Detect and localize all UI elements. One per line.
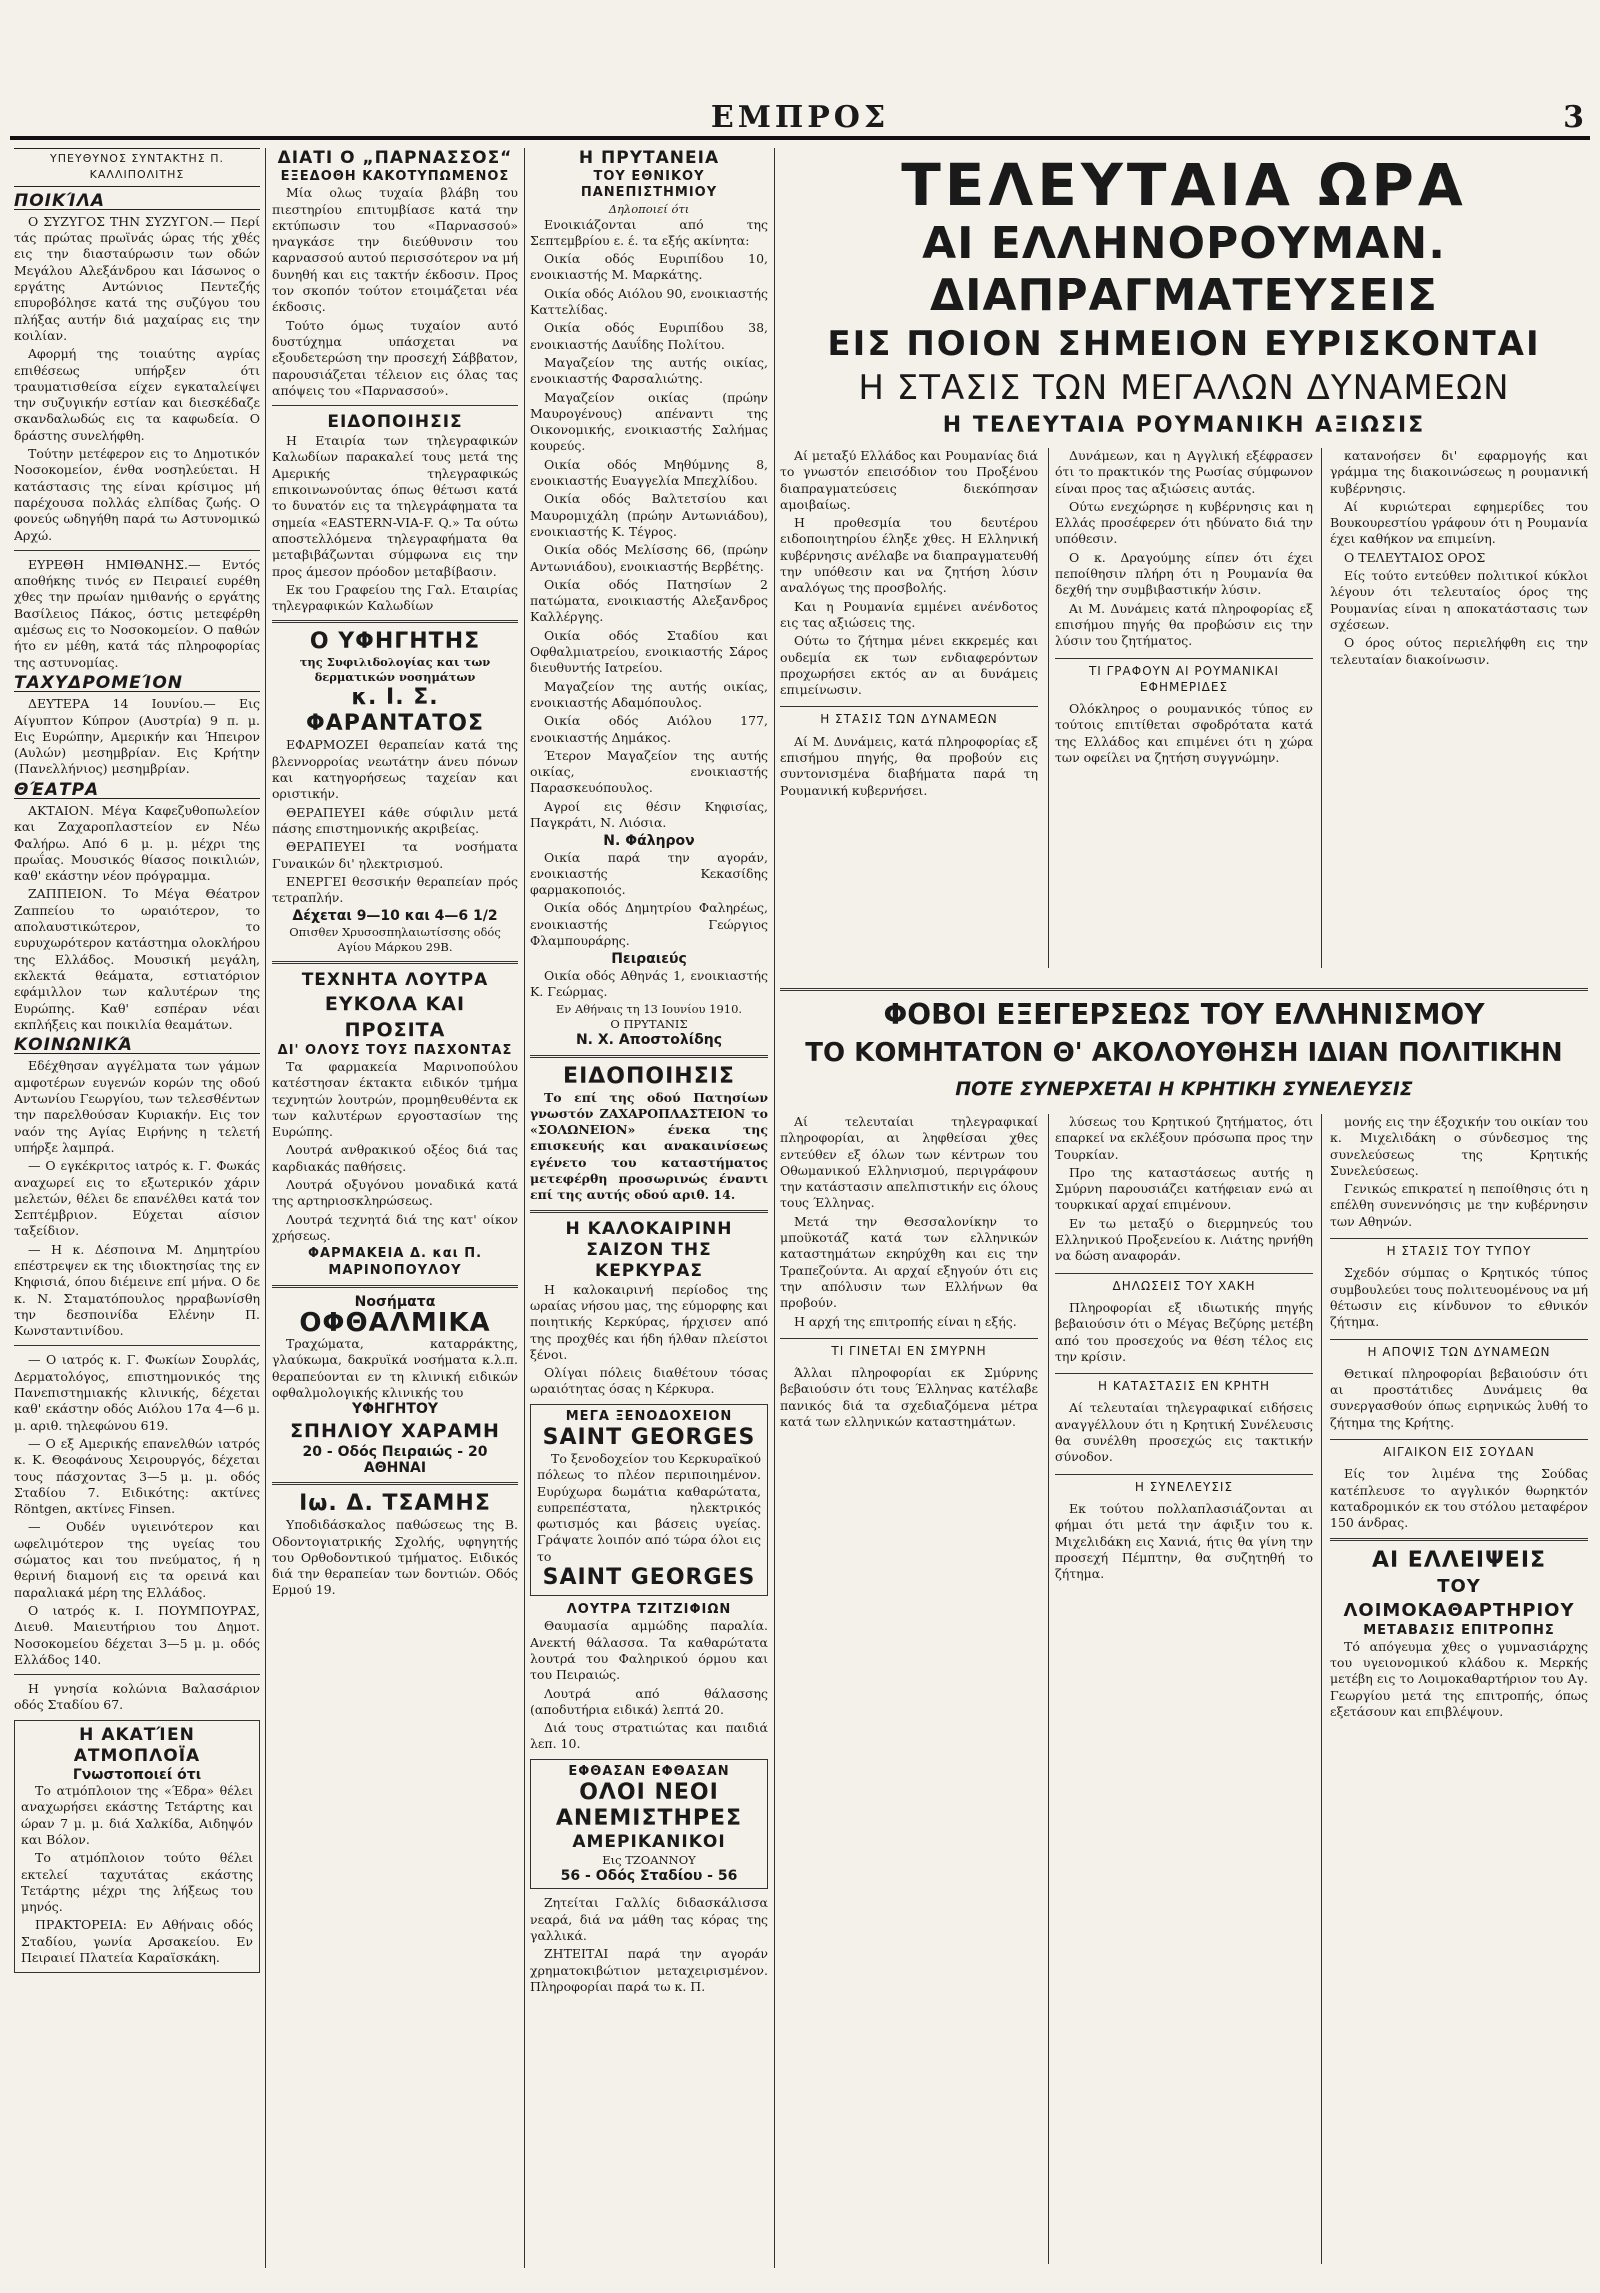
listing-item: Οικία οδός Αθηνάς 1, ενοικιαστής Κ. Γεώρμας.	[530, 967, 768, 999]
fans-subtitle: ΑΜΕΡΙΚΑΝΙΚΟΙ	[572, 1832, 726, 1853]
baths2-body	[530, 1618, 768, 1752]
column-divider	[265, 148, 266, 2268]
article-paragraph: Αί τελευταίαι τηλεγραφικαί πληροφορίαι, αι ληφθείσαι χθες εντεύθεν εξ όλων των κέντρων του Οθωμανικού Ελληνισμού, περιγράφουν την κατάστασιν απελπιστικήν εις όλους τους Έλληνας.	[780, 1114, 1038, 1211]
cable-notice-body	[272, 433, 518, 614]
university-listings	[530, 217, 768, 832]
article-paragraph: Ούτω ενεχώρησε η κυβέρνησις και η Ελλάς προσέφερεν ότι ηδύνατο διά την υπόθεσιν.	[1055, 498, 1313, 547]
hotel-body: Το ξενοδοχείον του Κερκυραϊκού πόλεως το πλέον περιποιημένον. Ευρύχωρα δωμάτια καθαρώτατα, ευπρεπέστατα, ηλεκτρικός φωτισμός και βάσεις υγείας. Γράψατε λοιπόν από τώρα όλοι εις το	[537, 1451, 761, 1564]
article-paragraph: Είς τούτο εντεύθεν πολιτικοί κύκλοι λέγουν ότι τελευταίος όρος της Ρουμανίας είναι η αποκατάστασις των σχέσεων.	[1330, 568, 1588, 632]
headline-point: ΕΙΣ ΠΟΙΟΝ ΣΗΜΕΙΟΝ ΕΥΡΙΣΚΟΝΤΑΙ	[827, 324, 1541, 364]
article-paragraph: Ούτω το ζήτημα μένει εκκρεμές και ουδεμία εκ των ενδιαφερόντων προχωρήσει εκτός αν αι δυνάμεις επιμείνωσιν.	[780, 633, 1038, 698]
column-divider	[1321, 1114, 1322, 2264]
romanian-press-subhead: ΤΙ ΓΡΑΦΟΥΝ ΑΙ ΡΟΥΜΑΝΙΚΑΙ ΕΦΗΜΕΡΙΔΕΣ	[1055, 658, 1313, 696]
eye-label: Νοσήματα	[354, 1293, 436, 1310]
news-paragraph: — Ουδέν υγιεινότερον και ωφελιμότερον της υγείας του σώματος και του πνεύματος, ή η θερινή διαμονή εις τα ορεινά και παραλιακά μέρη της Ελλάδος.	[14, 1519, 260, 1600]
crete-body: Αί τελευταίαι τηλεγραφικαί ειδήσεις αναγγέλλουν ότι η Κρητική Συνέλευσις θα συνέλθη προσεχώς εις τακτικήν σύνοδον.	[1055, 1400, 1313, 1465]
lazaretto-title: ΑΙ ΕΛΛΕΙΨΕΙΣ	[1371, 1547, 1547, 1573]
listing-item: Οικία οδός Σταδίου και Οφθαλμιατρείου, ενοικιαστής Σάρος διευθυντής Ιατρείου.	[530, 627, 768, 676]
powers-view-subhead: Η ΑΠΟΨΙΣ ΤΩΝ ΔΥΝΑΜΕΩΝ	[1330, 1339, 1588, 1360]
article-paragraph: Αί μεταξύ Ελλάδος και Ρουμανίας διά το γνωστόν επεισόδιον του Προξένου διαπραγματεύσεις διεκόπησαν αμοιβαίως.	[780, 448, 1038, 512]
baths-subtitle-2: ΔΙ' ΟΛΟΥΣ ΤΟΥΣ ΠΑΣΧΟΝΤΑΣ	[277, 1042, 513, 1058]
hakki-subhead: ΔΗΛΩΣΕΙΣ ΤΟΥ ΧΑΚΗ	[1055, 1273, 1313, 1294]
top-article-col-2	[1055, 448, 1313, 968]
cable-notice-paragraph: Η Εταιρία των τηλεγραφικών Καλωδίων παρακαλεί τους μετά της Αμερικής τηλεγραφικώς επικοινωνούντας όπως θέτωσι κατά το δυνατόν εις τα τηλεγράφηματα τα σημεία «EASTERN-VIA-F. Q.» Τα ούτω αποστελλόμενα τηλεγραφήματα θα μεταβιβάζωνται σύμφωνα εις την προς άμεσον πρόοδον μεταβίβασιν.	[272, 433, 518, 579]
headline-demand: Η ΤΕΛΕΥΤΑΙΑ ΡΟΥΜΑΝΙΚΗ ΑΞΙΩΣΙΣ	[942, 413, 1426, 438]
column-2	[272, 148, 518, 2268]
corfu-title: Η ΚΑΛΟΚΑΙΡΙΝΗ	[565, 1218, 733, 1239]
article-paragraph: λύσεως του Κρητικού ζητήματος, ότι επαρκεί να εκλέξουν πρόσωπα προς την Τουρκίαν.	[1055, 1114, 1313, 1162]
parnassos-paragraph: Μία ολως τυχαία βλάβη του πιεστηρίου επιτυμβίασε κατά την εκτύπωσιν του «Παρνασσού» ηναγκάσε την διεύθυνσιν του καρνασσού αυτού περισσότερον να μή δυνηθή και εις τακτήν έκδοσιν. Προς τον σκοπόν τούτον ετοιμάζεται νέα έκδοσις.	[272, 185, 518, 315]
eye-doctor-title: ΥΦΗΓΗΤΟΥ	[352, 1401, 438, 1418]
fans-label: ΕΦΘΑΣΑΝ ΕΦΘΑΣΑΝ	[568, 1763, 730, 1779]
news-paragraph: — Η κ. Δέσποινα Μ. Δημητρίου επέστρεψεν εκ της ιδιοκτησίας της εν Κηφισιά, όπου διέμεινε επί μήνα. Ο δε κ. Ν. Σταματόπουλος ηρραβωνίσθη την δεσποινίδα Ελένην Π. Κωνσταντινίδου.	[14, 1241, 260, 1339]
news-paragraph: — Ο ιατρός κ. Γ. Φωκίων Σουρλάς, Δερματολόγος, επιστημονικός της Πανεπιστημιακής κλινικής, δέχεται καθ' εκάστην οδός Αιόλου 17α 4—6 μ. μ. αριθ. τηλεφώνου 619.	[14, 1352, 260, 1433]
column-divider	[524, 148, 525, 2268]
article-paragraph: Αι Μ. Δυνάμεις κατά πληροφορίας εξ επισήμου πηγής θα προβώσιν εις την λύσιν του ζητήματος.	[1055, 600, 1313, 649]
hotel-name: SAINT GEORGES	[542, 1425, 756, 1450]
steamship-paragraph: Το ατμόπλοιον της «Έδρα» θέλει αναχωρήσει εκάστης Τετάρτης και ώραν 7 μ. μ. διά Χαλκίδα, Αιδηψόν και Βόλον.	[21, 1783, 253, 1847]
news-paragraph: Εδέχθησαν αγγέλματα των γάμων αμφοτέρων ευγενών κορών της οδού Αντωνίου Γεωργίου, των τελεσθέντων την παρελθούσαν Κυριακήν. Εις τον ναόν της Αγίας Ειρήνης η τελετή υπήρξε λαμπρά.	[14, 1058, 260, 1155]
fans-ad	[530, 1759, 768, 1890]
news-paragraph: Ο ιατρός κ. Ι. ΠΟΥΜΠΟΥΡΑΣ, Διευθ. Μαιευτήριου του Δημοτ. Νοσοκομείου δέχεται 3—5 μ. μ. οδός Ελλάδος 140.	[14, 1602, 260, 1667]
hotel-name-2: SAINT GEORGES	[542, 1565, 756, 1591]
baths-subtitle: ΕΥΚΟΛΑ ΚΑΙ ΠΡΟΣΙΤΑ	[324, 992, 466, 1041]
column-divider	[1048, 448, 1049, 968]
assembly-subhead: Η ΣΥΝΕΛΕΥΣΙΣ	[1055, 1474, 1313, 1495]
parnassos-subtitle: ΕΞΕΔΟΘΗ ΚΑΚΟΤΥΠΩΜΕΝΟΣ	[280, 169, 510, 184]
divider	[14, 550, 260, 551]
article-paragraph: Ο ΤΕΛΕΥΤΑΙΟΣ ΟΡΟΣ	[1344, 549, 1486, 565]
small-ads	[530, 1895, 768, 1995]
university-place-2: Πειραιεύς	[611, 951, 687, 968]
solon-notice-title: ΕΙΔΟΠΟΙΗΣΙΣ	[563, 1063, 735, 1089]
listing-item: Οικία οδός Ευριπίδου 10, ενοικιαστής Μ. Μαρκάτης.	[530, 251, 768, 283]
divider	[272, 620, 518, 623]
university-intro: Δηλοποιεί ότι	[608, 201, 690, 216]
listing-item: Οικία οδός Ευριπίδου 38, ενοικιαστής Δαυΐδης Πολίτου.	[530, 320, 768, 352]
top-article	[780, 448, 1588, 968]
bottom-article-col-3-text	[1330, 1114, 1588, 1230]
eye-city: ΑΘΗΝΑΙ	[363, 1459, 427, 1476]
masthead	[10, 100, 1590, 142]
divider	[272, 961, 518, 964]
news-paragraph: Η γνησία κολώνια Βαλασάριον οδός Σταδίου 67.	[14, 1681, 260, 1713]
souda-subhead: ΑΙΓΑΙΚΟΝ ΕΙΣ ΣΟΥΔΑΝ	[1330, 1439, 1588, 1460]
bottom-article	[780, 1114, 1588, 2264]
parnassos-paragraph: Τούτο όμως τυχαίον αυτό δυστύχημα υπάσχεται να εξουδετερώση την προσεχή Σάββατον, παρουσιάζεται τέλειον εις όλας τας απόψεις του «Παρνασσού».	[272, 317, 518, 398]
news-paragraph: ΑΚΤΑΙΟΝ. Μέγα Καφεζυθοπωλείον και Ζαχαροπλαστείον εν Νέω Φαλήρω. Από 6 μ. μ. μέχρι της πρωΐας. Μουσικός θίασος ποικιλιών, καθ' εκάστην νέον πρόγραμμα.	[14, 802, 260, 884]
right-section	[780, 148, 1588, 2268]
news-paragraph: Ο ΣΥΖΥΓΟΣ ΤΗΝ ΣΥΖΥΓΟΝ.— Περί τάς πρώτας πρωϊνάς ώρας τής χθές εις την διασταύρωσιν των οδών Μεγάλου Αλεξάνδρου και Ιάσωνος ο εργάτης Αντώνιος Πεντεζής επυροβόλησε κατά της συζύγου του πλήξας αυτήν διά μαχαίρας εις την κοιλίαν.	[14, 213, 260, 343]
steamship-notice	[14, 1720, 260, 1974]
lecturer-paragraph: ΘΕΡΑΠΕΥΕΙ τα νοσήματα Γυναικών δι' ηλεκτρισμού.	[272, 839, 518, 871]
headline-last-hour: ΤΕΛΕΥΤΑΙΑ ΩΡΑ	[901, 151, 1467, 219]
column-divider	[1321, 448, 1322, 968]
top-article-col-2-text	[1055, 448, 1313, 650]
lecturer-address: Οπισθεν Χρυσοσπηλαιωτίσσης οδός Αγίου Μάρκου 29Β.	[289, 924, 501, 954]
divider	[14, 1674, 260, 1675]
headline-fears: ΦΟΒΟΙ ΕΞΕΓΕΡΣΕΩΣ ΤΟΥ ΕΛΛΗΝΙΣΜΟΥ	[780, 988, 1588, 1033]
bottom-article-col-1	[780, 1114, 1038, 2264]
headline-negotiations: ΑΙ ΕΛΛΗΝΟΡΟΥΜΑΝ. ΔΙΑΠΡΑΓΜΑΤΕΥΣΕΙΣ	[922, 218, 1446, 321]
divider	[272, 1285, 518, 1288]
corfu-paragraph: Ολίγαι πόλεις διαθέτουν τόσας ωραιότητας όσας η Κέρκυρα.	[530, 1365, 768, 1397]
section-heading: ΤΑΧΥΔΡΟΜΕΊΟΝ	[14, 675, 260, 692]
smyrna-body: Άλλαι πληροφορίαι εκ Σμύρνης βεβαιούσιν ότι τους Έλληνας κατέλαβε πανικός διά τα σχεδιαζόμενα μέτρα κατά των ελληνικών καταστημάτων.	[780, 1365, 1038, 1430]
eye-doctor-name: ΣΠΗΛΙΟΥ ΧΑΡΑΜΗ	[290, 1419, 500, 1442]
article-paragraph: Η προθεσμία του δευτέρου ειδοποιητηρίου έληξε χθες. Η Ελληνική κυβέρνησις ανέλαβε να διαπραγματευθή την υπόθεσιν και να ζητήση λύσιν αναλόγως της προσβολής.	[780, 515, 1038, 596]
baths-paragraph: Λουτρά ανθρακικού οξέος διά τας καρδιακάς παθήσεις.	[272, 1142, 518, 1174]
news-paragraph: ΕΥΡΕΘΗ ΗΜΙΘΑΝΗΣ.— Εντός αποθήκης τινός εν Πειραιεί ευρέθη χθες την πρωίαν ημιθανής ο εργάτης Βασίλειος Πάκος, όστις μετεφέρθη αμέσως εις το Νοσοκομείον. Ο παθών ήτο εν μέθη, κατά τάς πληροφορίας της αστυνομίας.	[14, 556, 260, 670]
solon-notice-body: Το επί της οδού Πατησίων γνωστόν ΖΑΧΑΡΟΠΛΑΣΤΕΙΟΝ το «ΣΟΛΩΝΕΙΟΝ» ένεκα της επισκευής και ανακαινίσεως εγένετο του καταστήματος μετεφέρθη προσωρινώς έναντι επί της αυτής οδού αριθ. 14.	[530, 1089, 768, 1203]
listing-item: Μαγαζείον της αυτής οικίας, ενοικιαστής Αδαμόπουλος.	[530, 678, 768, 710]
top-article-col-1-text	[780, 448, 1038, 698]
article-paragraph: κατανοήσεν δι' εφαρμογής και γράμμα της διακοινώσεως η ρουμανική κυβέρνησις.	[1330, 448, 1588, 496]
lecturer-title: Ο ΥΦΗΓΗΤΗΣ	[309, 629, 481, 655]
article-paragraph: Γενικώς επικρατεί η πεποίθησις ότι η επέλθη συνεννόησις με την κυβέρνησιν των Αθηνών.	[1330, 1181, 1588, 1229]
news-paragraph: ΔΕΥΤΕΡΑ 14 Ιουνίου.— Εις Αίγυπτον Κύπρον (Αυστρία) 9 π. μ. Εις Ευρώπην, Αμερικήν και Ήπειρον (Αυλών) μεσημβρίαν. Εις Κρήτην (Πανελλήνιος) μεσημβρίαν.	[14, 696, 260, 777]
lecturer-specialty: της Συφιλιδολογίας και των δερματικών νοσημάτων	[299, 655, 491, 685]
lazaretto-subtitle: ΤΟΥ ΛΟΙΜΟΚΑΘΑΡΤΗΡΙΟΥ	[1343, 1575, 1575, 1621]
divider	[272, 1482, 518, 1485]
baths-body	[272, 1059, 518, 1244]
article-paragraph: Εν τω μεταξύ ο διερμηνεύς του Ελληνικού Προξενείου κ. Λιάτης ηρνήθη να δώση αναφοράν.	[1055, 1215, 1313, 1264]
corfu-paragraph: Η καλοκαιρινή περίοδος της ωραίας νήσου μας, της εύμορφης και ποιητικής Κερκύρας, ήρχισεν από της προχθές και ήδη ήλθαν πλείστοι ξένοι.	[530, 1281, 768, 1362]
article-paragraph: μονής εις την έξοχικήν του οικίαν του κ. Μιχελιδάκη ο σύνδεσμος της συνελεύσεως της Κρητικής Συνελεύσεως.	[1330, 1114, 1588, 1178]
baths2-paragraph: Θαυμασία αμμώδης παραλία. Ανεκτή θάλασσα. Τα καθαρώτατα λουτρά του Φαληρικού όρμου και του Πειραιώς.	[530, 1618, 768, 1683]
parnassos-title: ΔΙΑΤΙ Ο „ΠΑΡΝΑΣΣΟΣ“	[277, 148, 513, 168]
news-paragraph: Τούτην μετέφερον εις το Δημοτικόν Νοσοκομείον, ένθα νοσηλεύεται. Η κατάστασις της είναι κρίσιμος μή παρέχουσα πολλάς ελπίδας ζωής. Ο φονεύς ωδηγήθη παρά τω Αστυνομικώ Αρχώ.	[14, 446, 260, 543]
lazaretto-body: Τό απόγευμα χθες ο γυμνασιάρχης του υγειονομικού κλάδου κ. Μερκής μετέβη εις το Λοιμοκαθαρτήριον του Αγ. Γεωργίου μετά της επιτροπής, όπως εξετάσουν και επιβλέψουν.	[1330, 1638, 1588, 1720]
hotel-ad	[530, 1404, 768, 1596]
article-paragraph: Ο κ. Δραγούμης είπεν ότι έχει πεποίθησιν πλήρη ότι η Ρουμανία θα δεχθή την συμβιβαστικήν λύσιν.	[1055, 549, 1313, 598]
steamship-title: Η ΑΚΑΤΊΕΝ ΑΤΜΟΠΛΟΪΑ	[73, 1724, 201, 1766]
listing-item: Μαγαζείον της αυτής οικίας, ενοικιαστής Φαρσαλιώτης.	[530, 354, 768, 387]
fans-address: 56 - Οδός Σταδίου - 56	[560, 1868, 738, 1885]
news-paragraph: — Ο εξ Αμερικής επανελθών ιατρός κ. Κ. Θεοφάνους Χειρουργός, δέχεται τους πάσχοντας 3—5 μ. μ. οδός Σταδίου 7. Ειδικότης: ακτίνες Röntgen, ακτίνες Finsen.	[14, 1435, 260, 1517]
listing-item: Οικία οδός Πατησίων 2 πατώματα, ενοικιαστής Αλεξανδρος Καλλέργης.	[530, 576, 768, 625]
news-paragraph: ΖΑΠΠΕΙΟΝ. Το Μέγα Θέατρον Ζαππείου το ωραιότερον, το απολαυστικώτερον, το ευρυχωρότερον κατάστημα ολοκλήρου της Ελλάδος. Μουσική μεγάλη, εκλεκτά θεάματα, εστιατόριον εφάμιλλον των καλυτέρων της Ευρώπης. Καθ' εσπέραν νέαι εκπλήξεις και ποικιλία θεαμάτων.	[14, 886, 260, 1032]
press-subhead: Η ΣΤΑΣΙΣ ΤΟΥ ΤΥΠΟΥ	[1330, 1238, 1588, 1259]
bottom-article-col-1-text	[780, 1114, 1038, 1330]
article-paragraph: Αί κυριώτεραι εφημερίδες του Βουκουρεστίου γράφουν ότι η Ρουμανία έχει καθήκον να επιμείνη.	[1330, 498, 1588, 547]
article-paragraph: Και η Ρουμανία εμμένει ανένδοτος εις τας αξιώσεις της.	[780, 598, 1038, 630]
news-paragraph: Αφορμή της τοιαύτης αγρίας επιθέσεως υπήρξεν ότι τραυματισθείσα είχεν εγκαταλείψει την συζυγικήν εστίαν και διεσκέδαζε σκανδαλωδώς εις τα καφωδεία. Ο δράστης συνελήφθη.	[14, 346, 260, 443]
small-ad: Ζητείται Γαλλίς διδασκάλισσα νεαρά, διά να μάθη τας κόρας της γαλλικά.	[530, 1895, 768, 1943]
press-body: Σχεδόν σύμπας ο Κρητικός τύπος συμβουλεύει τους πολιτευομένους να μή θέτωσιν εις κίνδυνον το εθνικόν ζήτημα.	[1330, 1265, 1588, 1330]
article-paragraph: Ο όρος ούτος περιελήφθη εις την τελευταίαν διακοίνωσιν.	[1330, 635, 1588, 667]
corfu-subtitle: ΣΑΙΖΟΝ ΤΗΣ ΚΕΡΚΥΡΑΣ	[586, 1239, 712, 1281]
university-subtitle: ΤΟΥ ΕΘΝΙΚΟΥ ΠΑΝΕΠΙΣΤΗΜΙΟΥ	[580, 169, 718, 201]
small-ad: ΖΗΤΕΙΤΑΙ παρά την αγοράν χρηματοκιβώτιον μεταχειρισμένον. Πληροφορίαι παρά τω κ. Π.	[530, 1946, 768, 1994]
page-number: 3	[1563, 100, 1584, 135]
section-heading: ΠΟΙΚΊΛΑ	[14, 193, 260, 210]
steamship-paragraph: Το ατμόπλοιον τούτο θέλει εκτελεί ταχυτάτας εκάστης Τετάρτης μέχρι της λήξεως του μηνός.	[21, 1850, 253, 1915]
article-paragraph: Προ της καταστάσεως αυτής η Σμύρνη παρουσιάζει κατήφειαν ενώ αι τουρκικαί αρχαί επιμένουν.	[1055, 1164, 1313, 1213]
listing-item: Οικία παρά την αγοράν, ενοικιαστής Κεκασίδης φαρμακοποιός.	[530, 849, 768, 898]
section-heading: ΘΈΑΤΡΑ	[14, 782, 260, 799]
top-article-col-3-text	[1330, 448, 1588, 668]
powers-subhead: Η ΣΤΑΣΙΣ ΤΩΝ ΔΥΝΑΜΕΩΝ	[780, 706, 1038, 727]
masthead-rule	[10, 136, 1590, 140]
university-title: Η ΠΡΥΤΑΝΕΙΑ	[578, 148, 720, 168]
fans-shop: Εις ΤΖΟΑΝΝΟΥ	[602, 1853, 696, 1868]
listing-item: Οικία οδός Μηθύμνης 8, ενοικιαστής Ευαγγελία Μπεχλίδου.	[530, 456, 768, 489]
byline: ΥΠΕΥΘΥΝΟΣ ΣΥΝΤΑΚΤΗΣ Π. ΚΑΛΛΙΠΟΛΙΤΗΣ	[14, 148, 260, 187]
bottom-article-col-2	[1055, 1114, 1313, 2264]
powers-body: Αί Μ. Δυνάμεις, κατά πληροφορίας εξ επισήμου πηγής, θα προβούν εις συντονισμένα διαβήματα παρά τη Ρουμανική κυβερνήσει.	[780, 733, 1038, 798]
hotel-label: ΜΕΓΑ ΞΕΝΟΔΟΧΕΙΟΝ	[565, 1408, 733, 1424]
news-paragraph: — Ο εγκέκριτος ιατρός κ. Γ. Φωκάς αναχωρεί εις το εξωτερικόν χάριν μελετών, θέλει δε επανέλθει κατά τον Σεπτέμβριον. Εύχεται αίσιον ταξείδιον.	[14, 1158, 260, 1239]
baths-paragraph: Λουτρά οξυγόνου μοναδικά κατά της αρτηριοσκληρώσεως.	[272, 1177, 518, 1209]
lecturer-paragraph: ΕΝΕΡΓΕΙ θεσσικήν θεραπείαν πρός τετραπλήν.	[272, 873, 518, 906]
baths2-title: ΛΟΥΤΡΑ ΤΖΙΤΖΙΦΙΩΝ	[566, 1602, 732, 1618]
listing-item: Οικία οδός Αιόλου 90, ενοικιαστής Καττελίδας.	[530, 285, 768, 318]
lecturer-body	[272, 737, 518, 906]
university-place: Ν. Φάληρον	[603, 833, 695, 850]
bottom-article-col-2-text	[1055, 1114, 1313, 1265]
article-paragraph: Δυνάμεων, και η Αγγλική εξέφρασεν ότι το πρακτικόν της Ρωσίας σύμφωνον είναι προς τας αξιώσεις αυτάς.	[1055, 448, 1313, 496]
tsamis-body: Υποδιδάσκαλος παθώσεως της Β. Οδοντογιατρικής Σχολής, υφηγητής του Ορθοδοντικού τμήματος. Ειδικός διά την θεραπείαν των δοντιών. Οδός Ερμού 19.	[272, 1517, 518, 1598]
hakki-body: Πληροφορίαι εξ ιδιωτικής πηγής βεβαιούσιν ότι ο Μέγας Βεζύρης μετέβη από του προσεχούς να θέση τέλος εις την κρίσιν.	[1055, 1299, 1313, 1364]
divider	[1330, 1538, 1588, 1541]
bottom-article-col-3	[1330, 1114, 1588, 2264]
listing-item: Οικία οδός Δημητρίου Φαληρέως, ενοικιαστής Γεώργιος Φλαμπουράρης.	[530, 900, 768, 949]
divider	[14, 1345, 260, 1346]
steamship-paragraph: ΠΡΑΚΤΟΡΕΙΑ: Εν Αθήναις οδός Σταδίου, γωνία Αρσακείου. Εν Πειραιεί Πλατεία Καραϊσκάκη.	[21, 1917, 253, 1965]
baths2-paragraph: Διά τους στρατιώτας και παιδιά λεπ. 10.	[530, 1720, 768, 1752]
baths2-paragraph: Λουτρά από θάλασσης (αποδυτήρια ειδικά) λεπτά 20.	[530, 1685, 768, 1717]
steamship-body	[21, 1783, 253, 1966]
smyrna-subhead: ΤΙ ΓΙΝΕΤΑΙ ΕΝ ΣΜΥΡΝΗ	[780, 1338, 1038, 1359]
cable-notice-paragraph: Εκ του Γραφείου της Γαλ. Εταιρίας τηλεγραφικών Καλωδίων	[272, 581, 518, 614]
lecturer-hours: Δέχεται 9—10 και 4—6 1/2	[292, 908, 498, 925]
paper-name: ΕΜΠΡΟΣ	[710, 100, 890, 135]
eye-title: ΟΦΘΑΛΜΙΚΑ	[299, 1308, 491, 1339]
romanian-press-body: Ολόκληρος ο ρουμανικός τύπος εν τούτοις επιτίθεται σφοδρότατα κατά της Ελλάδος και επιμένει ότι η χώρα των οφείλει να ζητήση συγγνώμην.	[1055, 701, 1313, 766]
column-divider	[1048, 1114, 1049, 2264]
article-paragraph: Μετά την Θεσσαλονίκην το μποϋκοτάζ κατά των ελληνικών καταστημάτων εκηρύχθη και εις την Τραπεζούντα. Αι αρχαί εξηγούν ότι εις την απόλυσιν των Ελλήνων θα προβούν.	[780, 1213, 1038, 1311]
baths-paragraph: Λουτρά τεχνητά διά της κατ' οίκον χρήσεως.	[272, 1211, 518, 1243]
divider	[530, 1055, 768, 1058]
divider	[530, 1210, 768, 1213]
column-divider	[774, 148, 775, 2268]
listing-item: Οικία οδός Βαλτετσίου και Μαυρομιχάλη (πρώην Αντωνιάδου), ενοικιαστής Κ. Τέγρος.	[530, 491, 768, 539]
crete-subhead: Η ΚΑΤΑΣΤΑΣΙΣ ΕΝ ΚΡΗΤΗ	[1055, 1373, 1313, 1394]
university-signature: Ν. Χ. Αποστολίδης	[575, 1032, 723, 1049]
lecturer-paragraph: ΘΕΡΑΠΕΥΕΙ κάθε σύφιλιν μετά πάσης επιστημονικής ακριβείας.	[272, 804, 518, 836]
headline-committee: ΤΟ ΚΟΜΗΤΑΤΟΝ Θ' ΑΚΟΛΟΥΘΗΣΗ ΙΔΙΑΝ ΠΟΛΙΤΙΚΗΝ	[805, 1038, 1563, 1068]
baths-signature: ΦΑΡΜΑΚΕΙΑ Δ. και Π. ΜΑΡΙΝΟΠΟΥΛΟΥ	[307, 1246, 483, 1278]
col1-sections	[14, 190, 260, 1714]
tsamis-title: Ιω. Δ. ΤΣΑΜΗΣ	[299, 1491, 491, 1517]
divider	[272, 405, 518, 406]
top-article-col-1	[780, 448, 1038, 968]
fans-title: ΟΛΟΙ ΝΕΟΙ ΑΝΕΜΙΣΤΗΡΕΣ	[555, 1780, 743, 1832]
committee-visit-subhead: ΜΕΤΑΒΑΣΙΣ ΕΠΙΤΡΟΠΗΣ	[1363, 1622, 1555, 1638]
article-paragraph: Η αρχή της επιτροπής είναι η εξής.	[794, 1313, 1017, 1329]
listing-item: Ενοικιάζονται από της Σεπτεμβρίου ε. έ. τα εξής ακίνητα:	[530, 216, 768, 248]
university-signature-title: Ο ΠΡΥΤΑΝΙΣ	[610, 1017, 688, 1032]
listing-item: Αγροί εις θέσιν Κηφισίας, Παγκράτι, Ν. Λιόσια.	[530, 798, 768, 830]
souda-body: Είς τον λιμένα της Σούδας κατέπλευσε το αγγλικόν θωρηκτόν καταδρομικόν εκ του στόλου μεταφέρον 150 άνδρας.	[1330, 1466, 1588, 1531]
eye-address: 20 - Οδός Πειραιώς - 20	[302, 1443, 488, 1460]
listing-item: Έτερον Μαγαζείον της αυτής οικίας, ενοικιαστής Παρασκευόπουλος.	[530, 747, 768, 796]
eye-body: Τραχώματα, καταρράκτης, γλαύκωμα, δακρυϊκά νοσήματα κ.λ.π. θεραπεύονται εν τη κλινική ειδικών οφθαλμολογικής κλινικής του	[272, 1336, 518, 1401]
university-date: Εν Αθήναις τη 13 Ιουνίου 1910.	[555, 1002, 743, 1017]
column-3	[530, 148, 768, 2268]
powers-view-body: Θετικαί πληροφορίαι βεβαιούσιν ότι αι προστάτιδες Δυνάμεις θα συνεργασθούν όπως ειρηνικώς λυθή το ζήτημα της Κρήτης.	[1330, 1365, 1588, 1430]
baths-title: ΤΕΧΝΗΤΑ ΛΟΥΤΡΑ	[301, 969, 489, 990]
baths-paragraph: Τα φαρμακεία Μαρινοπούλου κατέστησαν έκτακτα ειδικόν τμήμα τεχνητών λουτρών, προμηθευθέντα εκ των καλυτέρων εργοστασίων της Ευρώπης.	[272, 1058, 518, 1140]
parnassos-body	[272, 185, 518, 399]
listing-item: Μαγαζείον οικίας (πρώην Μαυρογένους) απέναντι της Οικονομικής, ενοικιαστής Σαλήμας κουρεύς.	[530, 389, 768, 454]
top-article-col-3	[1330, 448, 1588, 968]
column-1	[14, 148, 260, 2268]
headline-assembly: ΠΟΤΕ ΣΥΝΕΡΧΕΤΑΙ Η ΚΡΗΤΙΚΗ ΣΥΝΕΛΕΥΣΙΣ	[955, 1078, 1413, 1100]
corfu-body	[530, 1282, 768, 1398]
university-listings-3	[530, 968, 768, 1001]
university-listings-2	[530, 850, 768, 950]
lecturer-name: κ. Ι. Σ. ΦΑΡΑΝΤΑΤΟΣ	[305, 685, 485, 737]
assembly-body: Εκ τούτου πολλαπλασιάζονται αι φήμαι ότι μετά την άφιξιν του κ. Μιχελιδάκη εις Χανιά, ήτις θα γίνη την προσεχή Πέμπτην, θα συζητηθή το ζήτημα.	[1055, 1500, 1313, 1582]
headline-powers: Η ΣΤΑΣΙΣ ΤΩΝ ΜΕΓΑΛΩΝ ΔΥΝΑΜΕΩΝ	[858, 368, 1510, 408]
cable-notice-title: ΕΙΔΟΠΟΙΗΣΙΣ	[327, 412, 463, 433]
listing-item: Οικία οδός Μελίσσης 66, (πρώην Αντωνιάδου), ενοικιαστής Βερβέτης.	[530, 542, 768, 574]
steamship-subtitle: Γνωστοποιεί ότι	[72, 1766, 202, 1783]
section-heading: ΚΟΙΝΩΝΙΚΆ	[14, 1037, 260, 1054]
lecturer-paragraph: ΕΦΑΡΜΟΖΕΙ θεραπείαν κατά της βλεννορροίας νεωτάτην άνευ πόνων και κατηγορήσεως ταχείαν και οριστικήν.	[272, 737, 518, 802]
listing-item: Οικία οδός Αιόλου 177, ενοικιαστής Δημάκος.	[530, 713, 768, 745]
